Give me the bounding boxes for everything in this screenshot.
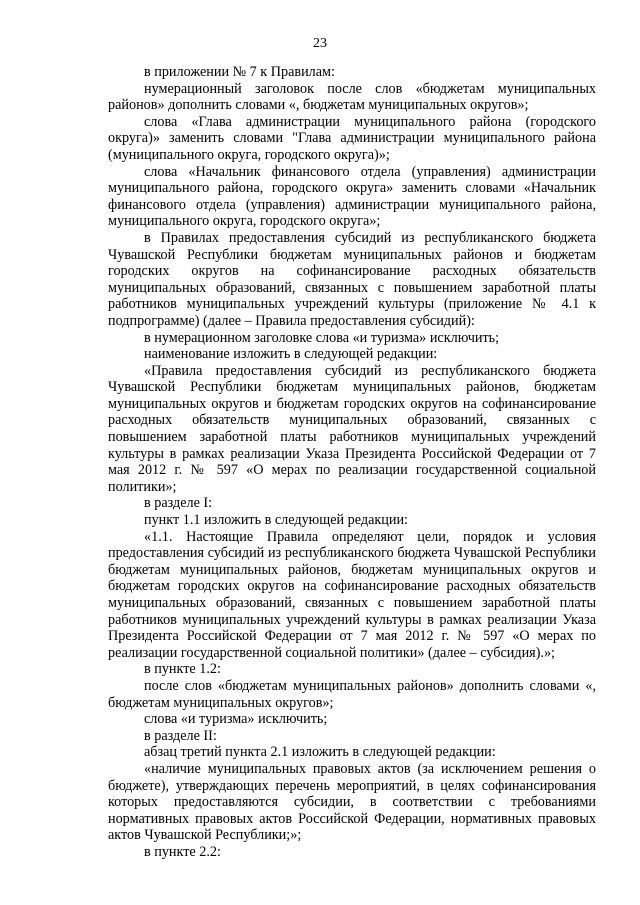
paragraph: в разделе II: <box>144 727 217 744</box>
paragraph: после слов «бюджетам муниципальных районов» дополнить словами «, бюджетам муниципальных округов»; <box>108 677 596 711</box>
paragraph: наименование изложить в следующей редакции: <box>144 346 438 363</box>
page-number: 23 <box>313 36 327 51</box>
paragraph: слова «Глава администрации муниципального района (городского округа)» заменить словами "Глава администрации муниципального района (муниципального округа, городского округа)»; <box>108 113 596 163</box>
paragraph: в разделе I: <box>144 495 213 512</box>
paragraph: в Правилах предоставления субсидий из республиканского бюджета Чувашской Республики бюджетам муниципальных районов и бюджетам городских округов на софинансирование расходных обязательств муниципальных образований, связанных с повышением заработной платы работников муниципальных учреждений культуры (приложение № 4.1 к подпрограмме) (далее – Правила предоставления субсидий): <box>108 229 596 329</box>
paragraph: слова «и туризма» исключить; <box>144 711 328 728</box>
paragraph: в нумерационном заголовке слова «и туризма» исключить; <box>144 329 500 346</box>
paragraph: в пункте 2.2: <box>144 843 221 860</box>
paragraph: слова «Начальник финансового отдела (управления) администрации муниципального района, городского округа» заменить словами «Начальник финансового отдела (управления) администрации муниципального района, муниципального округа, городского округа»; <box>108 163 596 230</box>
paragraph: абзац третий пункта 2.1 изложить в следующей редакции: <box>144 744 496 761</box>
document-body <box>108 64 596 861</box>
paragraph: «наличие муниципальных правовых актов (за исключением решения о бюджете), утверждающих перечень мероприятий, в целях софинансирования которых предоставляются субсидии, в соответствии с требованиями нормативных правовых актов Российской Федерации, нормативных правовых актов Чувашской Республики;»; <box>108 760 596 844</box>
paragraph: «1.1. Настоящие Правила определяют цели, порядок и условия предоставления субсидий из республиканского бюджета Чувашской Республики бюджетам муниципальных районов, бюджетам муниципальных округов и бюджетам городских округов на софинансирование расходных обязательств муниципальных образований, связанных с повышением заработной платы работников муниципальных учреждений культуры в рамках реализации Указа Президента Российской Федерации от 7 мая 2012 г. № 597 «О мерах по реализации государственной социальной политики» (далее – субсидия).»; <box>108 528 596 661</box>
paragraph: в пункте 1.2: <box>144 661 221 678</box>
paragraph: в приложении № 7 к Правилам: <box>144 64 335 80</box>
paragraph: «Правила предоставления субсидий из республиканского бюджета Чувашской Республики бюджетам муниципальных районов, бюджетам муниципальных округов и бюджетам городских округов на софинансирование расходных обязательств муниципальных образований, связанных с повышением заработной платы работников муниципальных учреждений культуры в рамках реализации Указа Президента Российской Федерации от 7 мая 2012 г. № 597 «О мерах по реализации государственной социальной политики»; <box>108 362 596 495</box>
paragraph: пункт 1.1 изложить в следующей редакции: <box>144 512 408 529</box>
paragraph: нумерационный заголовок после слов «бюджетам муниципальных районов» дополнить словами «, бюджетам муниципальных округов»; <box>108 80 596 114</box>
